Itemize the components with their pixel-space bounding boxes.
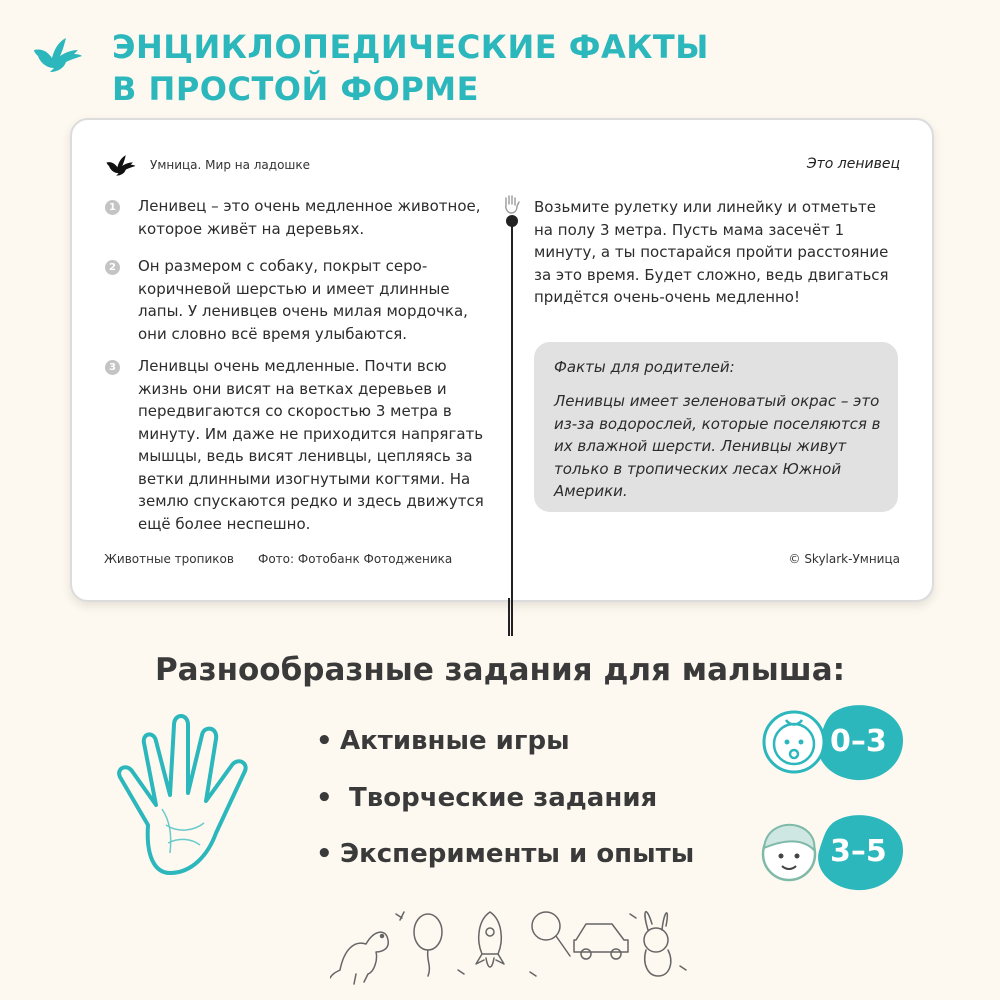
fact-number: 3	[105, 360, 120, 375]
parents-facts-title: Факты для родителей:	[554, 358, 735, 376]
card-topic: Это ленивец	[806, 156, 900, 172]
page-title	[112, 26, 709, 110]
baby-face-icon	[760, 710, 828, 774]
task-item-label: Эксперименты и опыты	[340, 839, 695, 869]
footer-series: Животные тропиков	[104, 552, 234, 566]
task-item	[316, 724, 570, 758]
fact-number: 2	[105, 260, 120, 275]
footer-photo-credit: Фото: Фотобанк Фотодженика	[258, 552, 453, 566]
fact-text: Ленивец – это очень медленное животное, которое живёт на деревьях.	[138, 197, 481, 238]
age-label: 0–3	[830, 724, 887, 759]
footer-copyright: © Skylark-Умница	[788, 552, 900, 566]
parents-facts-box	[534, 342, 898, 512]
balloon-icon	[414, 914, 442, 976]
divider-line	[511, 220, 513, 636]
hand-icon	[108, 705, 278, 883]
bullet: •	[316, 726, 333, 756]
bullet: •	[316, 783, 333, 813]
task-item	[316, 837, 694, 871]
decorative-doodles	[330, 900, 700, 990]
activity-text: Возьмите рулетку или линейку и отметьте на полу 3 метра. Пусть мама засечёт 1 минуту, а ты постарайся пройти расстояние за это время. Будет сложно, ведь двигаться придётся очень-очень медленно!	[534, 198, 889, 306]
connector-line	[508, 598, 510, 636]
fact-text: Ленивцы очень медленные. Почти всю жизнь они висят на ветках деревьев и передвигаются со скоростью 3 метра в минуту. Им даже не приходится напрягать мышцы, ведь висят ленивцы, цепляясь за ветки длинными изогнутыми когтями. На землю спускаются редко и здесь движутся ещё более неспешно.	[138, 357, 484, 533]
hand-icon	[500, 193, 522, 215]
fact-text: Он размером с собаку, покрыт серо-коричневой шерстью и имеет длинные лапы. У ленивцев очень милая мордочка, они словно всё время улыбаются.	[138, 257, 468, 343]
age-badge-0-3	[760, 702, 910, 782]
fact-card	[70, 118, 934, 602]
bird-icon	[104, 154, 138, 178]
task-item	[316, 781, 657, 815]
car-icon	[574, 924, 628, 959]
bird-icon	[32, 36, 84, 76]
age-label: 3–5	[830, 834, 887, 869]
age-badge-3-5	[760, 812, 910, 892]
page-title-line2: В ПРОСТОЙ ФОРМЕ	[112, 70, 479, 108]
bullet: •	[316, 839, 333, 869]
page-title-line1: ЭНЦИКЛОПЕДИЧЕСКИЕ ФАКТЫ	[112, 28, 709, 66]
task-item-label: Активные игры	[340, 726, 570, 756]
tasks-heading: Разнообразные задания для малыша:	[154, 652, 846, 688]
fact-number: 1	[105, 200, 120, 215]
card-brand: Умница. Мир на ладошке	[150, 158, 311, 172]
magnifier-icon	[532, 912, 570, 956]
dinosaur-icon	[330, 932, 388, 984]
task-item-label: Творческие задания	[340, 783, 658, 813]
parents-facts-text: Ленивцы имеет зеленоватый окрас – это из-за водорослей, которые поселяются в их влажной шерсти. Ленивцы живут только в тропических лесах Южной Америки.	[554, 392, 881, 500]
child-face-icon	[754, 818, 824, 884]
rocket-icon	[476, 912, 504, 967]
bunny-icon	[644, 912, 671, 976]
